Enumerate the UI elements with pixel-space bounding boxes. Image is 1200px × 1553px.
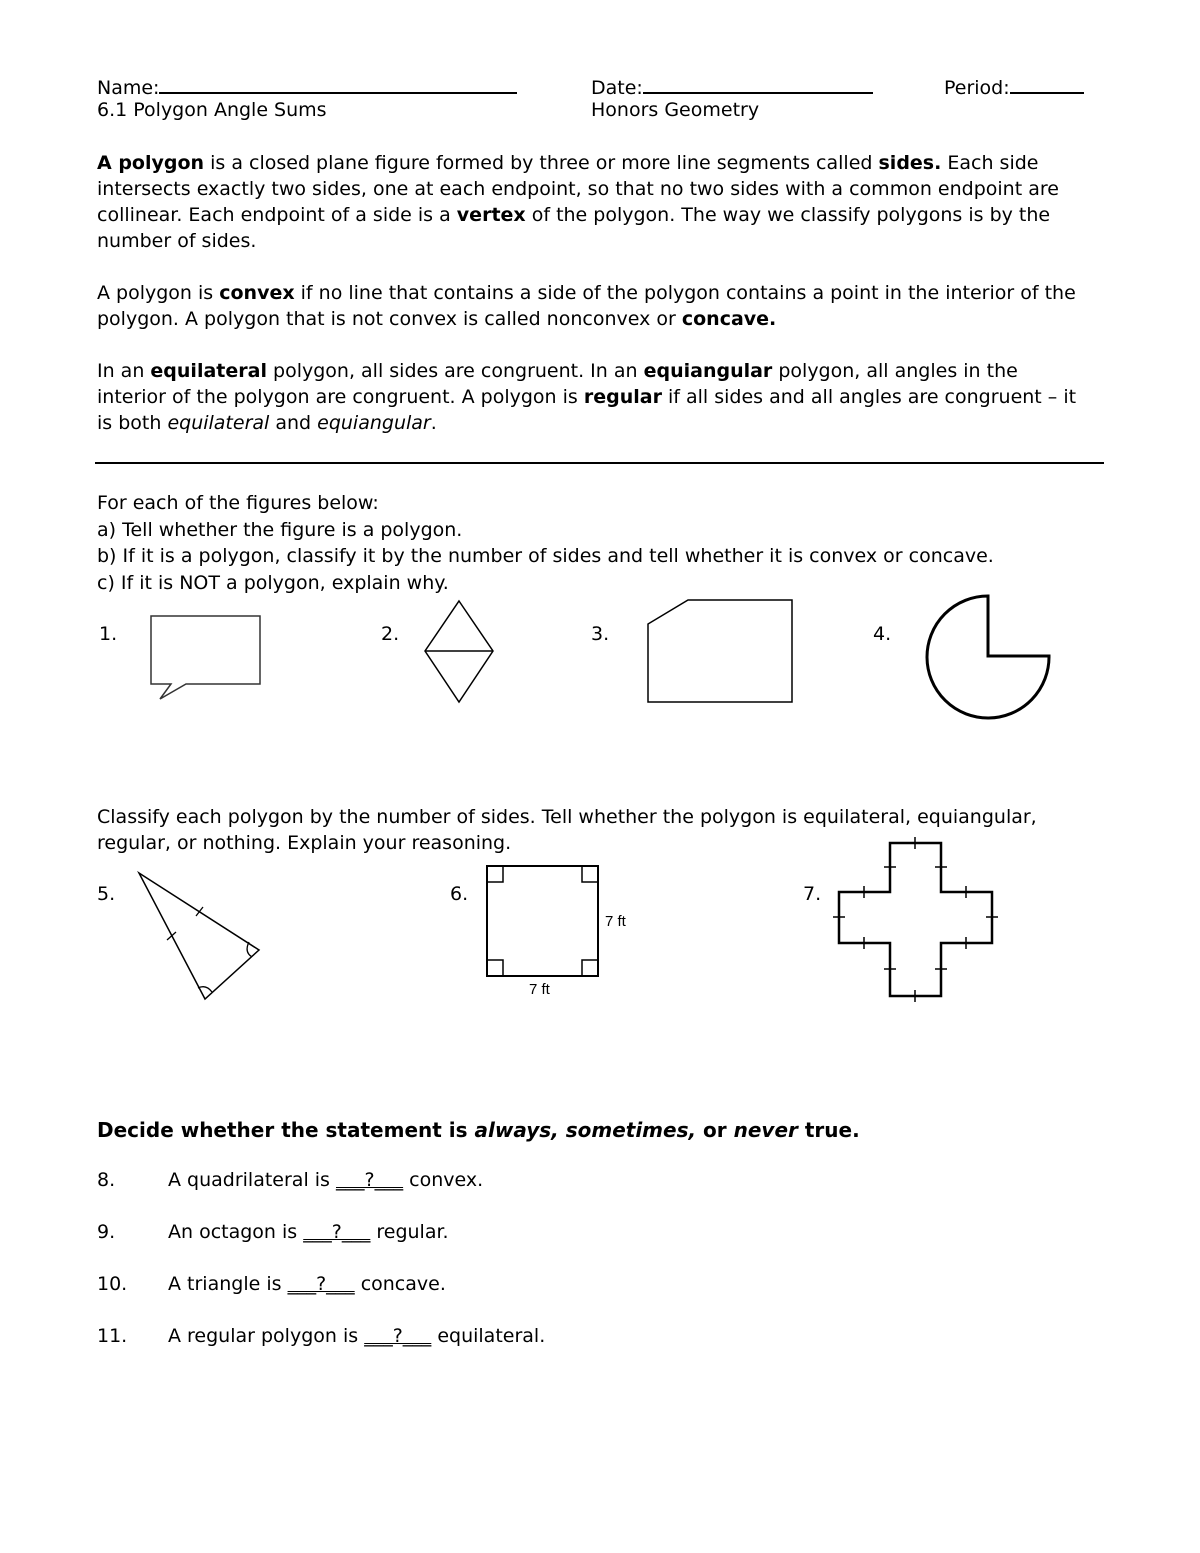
square-side-label-bottom: 7 ft [529, 981, 550, 998]
name-field[interactable]: Name: [97, 72, 517, 99]
figure-1-label: 1. [99, 623, 118, 645]
answer-blank-8[interactable]: ___?___ [336, 1169, 404, 1191]
answer-blank-11[interactable]: ___?___ [364, 1325, 432, 1347]
square-side-label-right: 7 ft [605, 913, 626, 930]
figure-7-label: 7. [803, 883, 822, 905]
course-name: Honors Geometry [591, 99, 760, 121]
date-field[interactable]: Date: [591, 72, 873, 99]
figure-4-label: 4. [873, 623, 892, 645]
figure-5-label: 5. [97, 883, 116, 905]
answer-blank-9[interactable]: ___?___ [303, 1221, 371, 1243]
answer-blank-10[interactable]: ___?___ [287, 1273, 355, 1295]
period-field[interactable]: Period: [944, 72, 1084, 99]
figure-2-label: 2. [381, 623, 400, 645]
lesson-title: 6.1 Polygon Angle Sums [97, 99, 327, 121]
section3-heading: Decide whether the statement is always, sometimes, or never true. [97, 1118, 860, 1142]
figure-6-label: 6. [450, 883, 469, 905]
figure-3-label: 3. [591, 623, 610, 645]
